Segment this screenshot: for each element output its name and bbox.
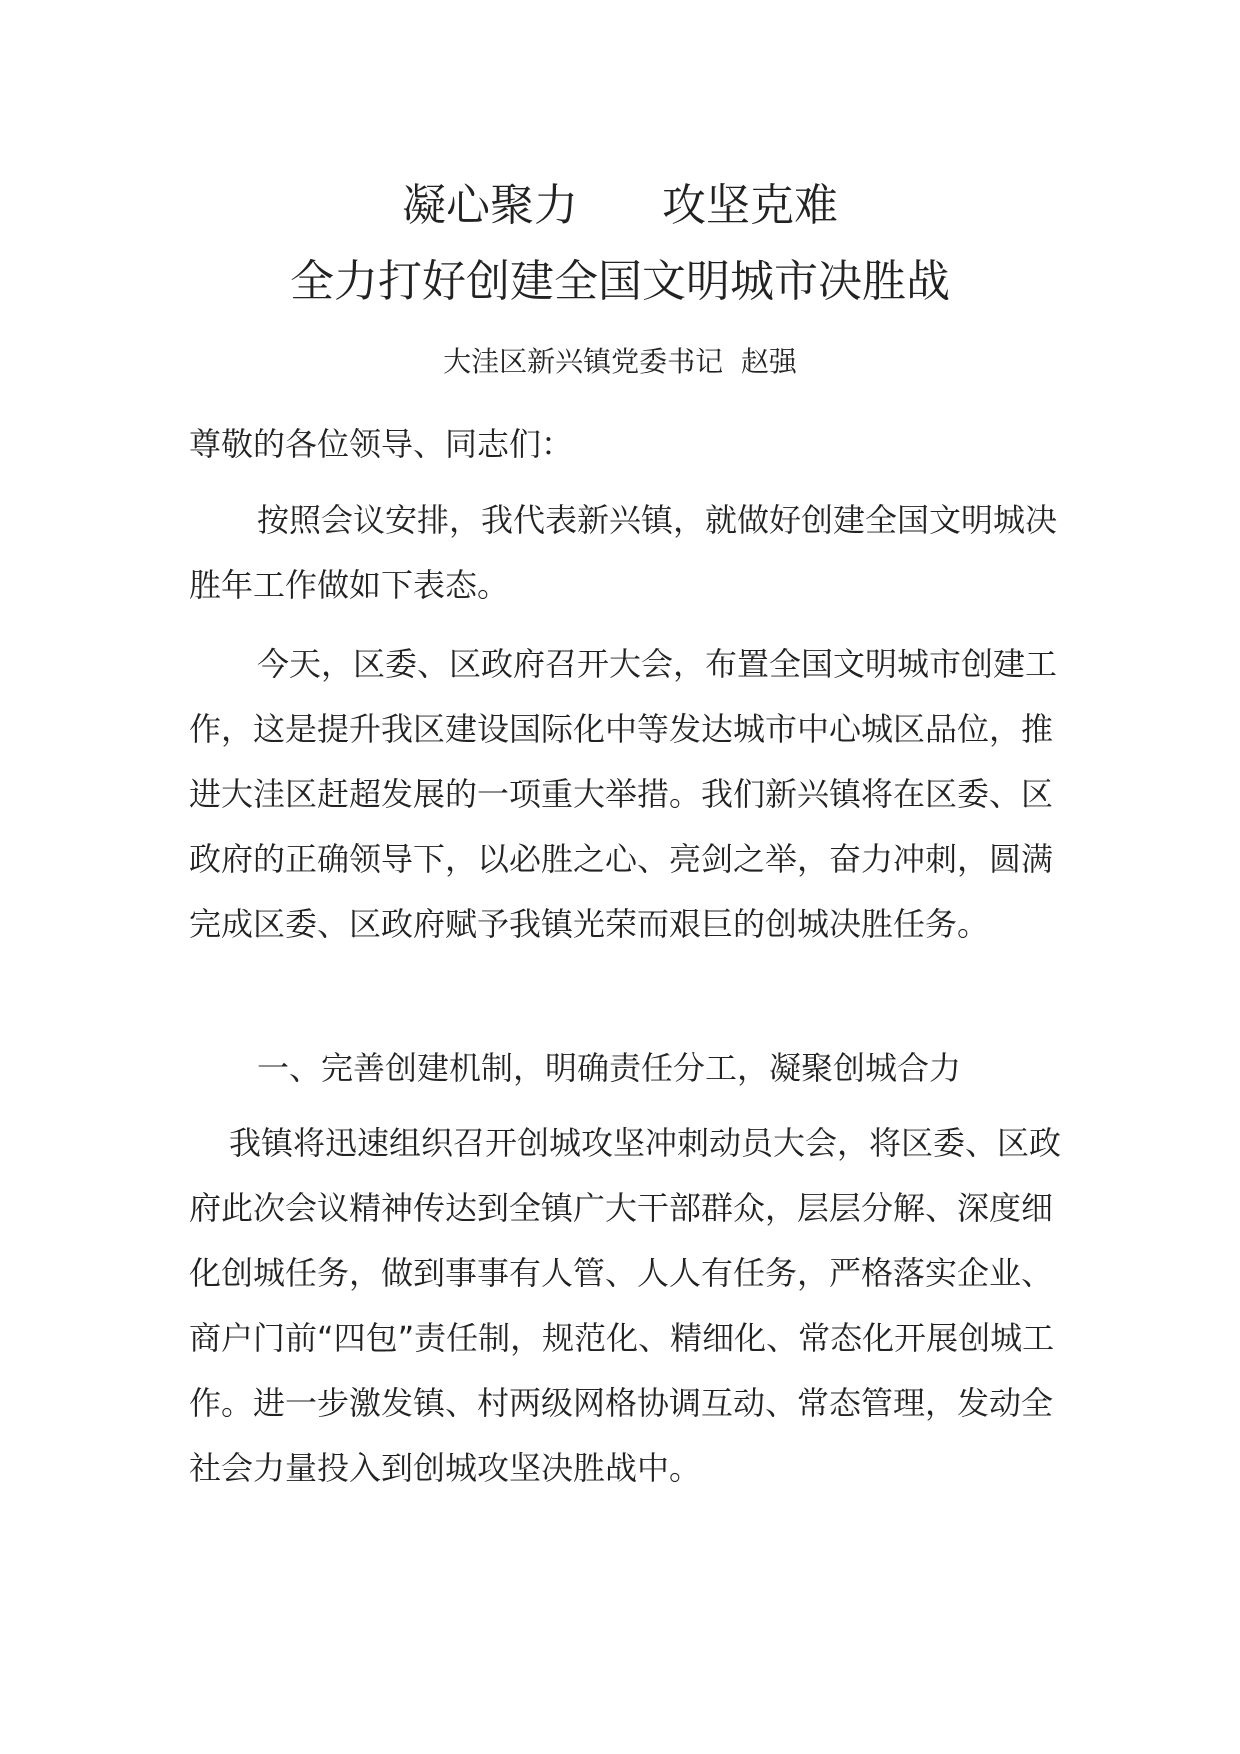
- document-title-line-2: 全力打好创建全国文明城市决胜战: [290, 256, 950, 307]
- section-paragraph-1: 我镇将迅速组织召开创城攻坚冲刺动员大会，将区委、区政府此次会议精神传达到全镇广大干部群众，层层分解、深度细化创城任务，做到事事有人管、人人有任务，严格落实企业、商户门前“四包”责任制，规范化、精细化、常态化开展创城工作。进一步激发镇、村两级网格协调互动、常态管理，发动全社会力量投入到创城攻坚决胜战中。: [189, 1124, 1062, 1487]
- paragraph-intro: 按照会议安排，我代表新兴镇，就做好创建全国文明城决胜年工作做如下表态。: [189, 501, 1058, 604]
- section-heading-1: 一、完善创建机制，明确责任分工，凝聚创城合力: [257, 1049, 962, 1087]
- author-byline: 大洼区新兴镇党委书记 赵强: [443, 345, 797, 378]
- paragraph-background: 今天，区委、区政府召开大会，布置全国文明城市创建工作，这是提升我区建设国际化中等发达城市中心城区品位，推进大洼区赶超发展的一项重大举措。我们新兴镇将在区委、区政府的正确领导下，以必胜之心、亮剑之举，奋力冲刺，圆满完成区委、区政府赋予我镇光荣而艰巨的创城决胜任务。: [189, 645, 1058, 943]
- document-title-line-1: 凝心聚力 攻坚克难: [402, 180, 838, 231]
- salutation: 尊敬的各位领导、同志们：: [189, 425, 574, 463]
